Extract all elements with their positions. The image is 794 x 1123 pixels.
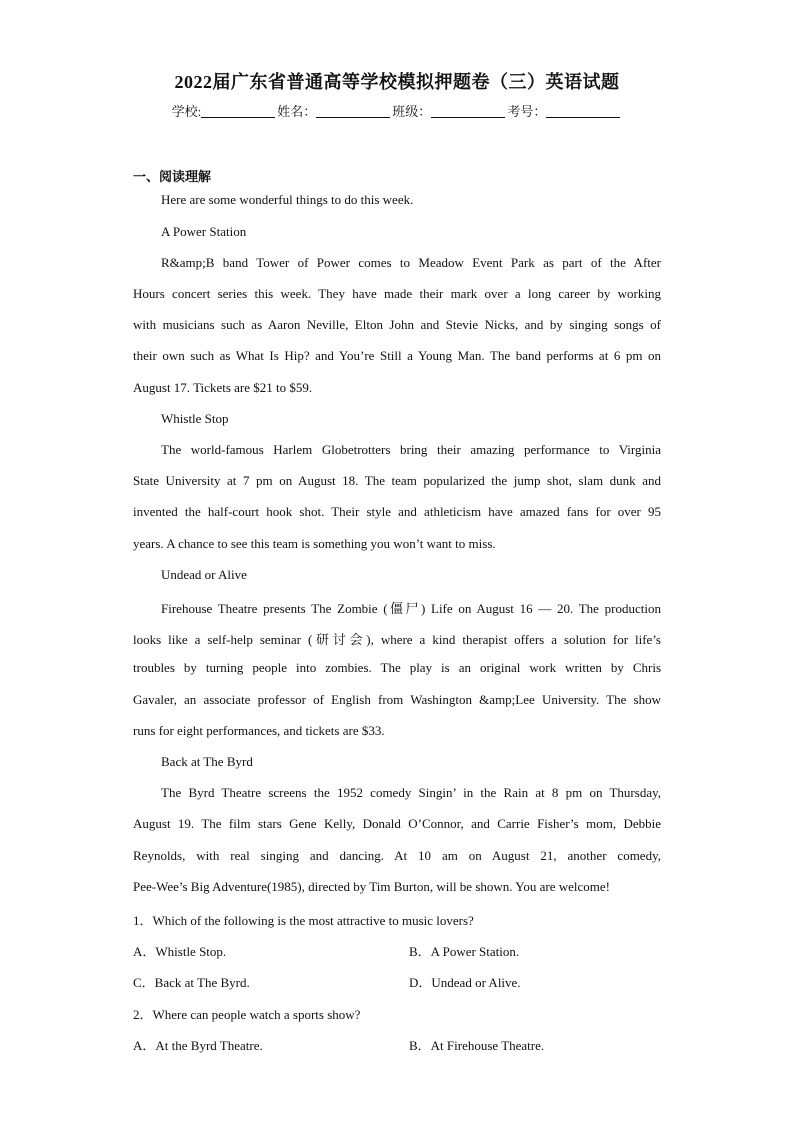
intro-text: Here are some wonderful things to do this week. (161, 192, 414, 207)
school-label: 学校: (171, 104, 202, 119)
text-line: troubles by turning people into zombies. The play is an original work written by Chris (133, 660, 661, 675)
text-line: Firehouse Theatre presents The Zombie (僵尸) Life on August 16 — 20. The production (161, 601, 661, 616)
option-d[interactable]: D．Undead or Alive. (409, 975, 521, 990)
option-c[interactable]: C．Back at The Byrd. (133, 975, 250, 990)
text-line: looks like a self-help seminar (研讨会), where a kind therapist offers a solution for life’s (133, 632, 661, 647)
item-heading: Back at The Byrd (161, 754, 253, 769)
text-line: years. A chance to see this team is something you won’t want to miss. (133, 536, 496, 551)
option-b[interactable]: B．A Power Station. (409, 944, 520, 959)
text-line: The world-famous Harlem Globetrotters bring their amazing performance to Virginia (161, 442, 661, 457)
school-blank[interactable] (201, 105, 275, 118)
student-info-line (0, 101, 794, 120)
text-line: with musicians such as Aaron Neville, Elton John and Stevie Nicks, and by singing songs of (133, 317, 661, 332)
name-blank[interactable] (316, 105, 390, 118)
item-heading: A Power Station (161, 224, 247, 239)
text-line: runs for eight performances, and tickets are $33. (133, 723, 385, 738)
section-title: 一、阅读理解 (133, 169, 212, 184)
text-line: Reynolds, with real singing and dancing. At 10 am on August 21, another comedy, (133, 848, 661, 863)
number-label: 考号： (507, 104, 547, 119)
text-line: Gavaler, an associate professor of English from Washington &amp;Lee University. The show (133, 692, 661, 707)
item-heading: Whistle Stop (161, 411, 229, 426)
number-blank[interactable] (546, 105, 620, 118)
option-a[interactable]: A．At the Byrd Theatre. (133, 1038, 263, 1053)
question-stem: 2．Where can people watch a sports show? (133, 1007, 361, 1022)
question-stem: 1．Which of the following is the most attractive to music lovers? (133, 913, 474, 928)
class-blank[interactable] (431, 105, 505, 118)
text-line: their own such as What Is Hip? and You’re Still a Young Man. The band performs at 6 pm on (133, 348, 661, 363)
name-label: 姓名： (277, 104, 317, 119)
text-line: Pee-Wee’s Big Adventure(1985), directed by Tim Burton, will be shown. You are welcome! (133, 879, 610, 894)
text-line: R&amp;B band Tower of Power comes to Meadow Event Park as part of the After (161, 255, 661, 270)
text-line: invented the half-court hook shot. Their style and athleticism have amazed fans for over 95 (133, 504, 661, 519)
text-line: August 19. The film stars Gene Kelly, Donald O’Connor, and Carrie Fisher’s mom, Debbie (133, 816, 661, 831)
class-label: 班级： (392, 104, 432, 119)
text-line: The Byrd Theatre screens the 1952 comedy Singin’ in the Rain at 8 pm on Thursday, (161, 785, 661, 800)
text-line: State University at 7 pm on August 18. The team popularized the jump shot, slam dunk and (133, 473, 661, 488)
item-heading: Undead or Alive (161, 567, 247, 582)
text-line: Hours concert series this week. They have made their mark over a long career by working (133, 286, 661, 301)
page-title: 2022届广东省普通高等学校模拟押题卷（三）英语试题 (174, 72, 620, 92)
option-a[interactable]: A．Whistle Stop. (133, 944, 227, 959)
option-b[interactable]: B．At Firehouse Theatre. (409, 1038, 545, 1053)
text-line: August 17. Tickets are $21 to $59. (133, 380, 313, 395)
